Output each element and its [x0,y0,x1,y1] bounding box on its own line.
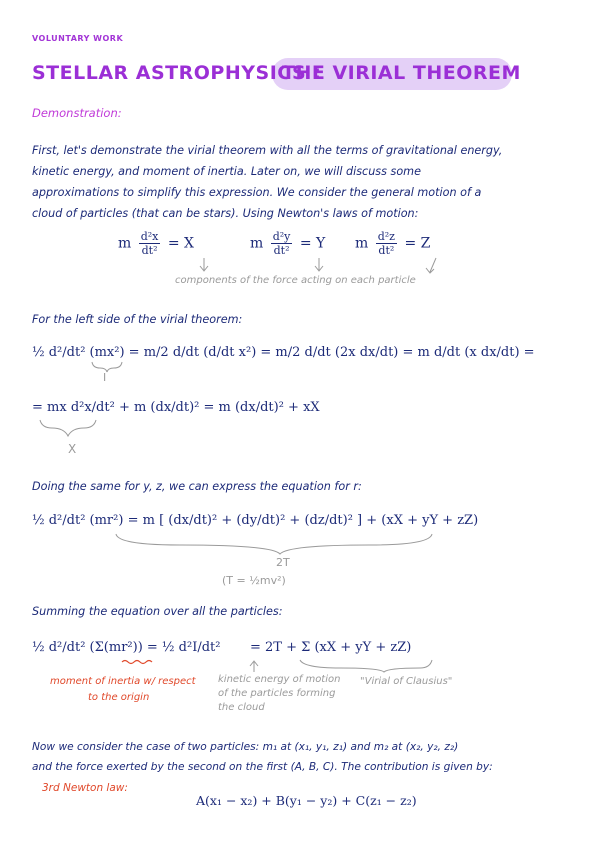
intro-line-1: First, let's demonstrate the virial theorem with all the terms of gravitational energy, [32,144,503,157]
components-note: components of the force acting on each particle [175,275,416,286]
newton-eq-x: m $\frac{\text{d²x}}{\text{dt²}}$ = X [118,230,194,257]
left-side-eq-1: ½ d²/dt² (mx²) = m/2 d/dt (d/dt x²) = m/2 d/dt (2x dx/dt) = m d/dt (x dx/dt) = [32,345,535,360]
moment-note-1: moment of inertia w/ respect [50,676,196,687]
two-particles-line-2: and the force exerted by the second on the first (A, B, C). The contribution is given by: [32,761,493,773]
sum-eq-rhs: = 2T + Σ (xX + yY + zZ) [250,640,412,655]
newton-eq-y: m $\frac{\text{d²y}}{\text{dt²}}$ = Y [250,230,326,257]
r-eq: ½ d²/dt² (mr²) = m [ (dx/dt)² + (dy/dt)² + (dz/dt)² ] + (xX + yY + zZ) [32,513,479,528]
sum-intro: Summing the equation over all the particles: [32,605,283,618]
third-newton-law: 3rd Newton law: [42,782,128,794]
contribution-eq: A(x₁ − x₂) + B(y₁ − y₂) + C(z₁ − z₂) [196,793,417,808]
t-definition: (T = ½mv²) [222,574,286,587]
newton-eq-z: m $\frac{\text{d²z}}{\text{dt²}}$ = Z [355,230,431,257]
left-side-intro: For the left side of the virial theorem: [32,313,243,326]
page-title: STELLAR ASTROPHYSICS : [32,62,322,84]
two-particles-line-1: Now we consider the case of two particles: m₁ at (x₁, y₁, z₁) and m₂ at (x₂, y₂, z₂) [32,741,459,753]
section-demonstration: Demonstration: [32,106,122,120]
sum-eq-lhs: ½ d²/dt² (Σ(mr²)) = ½ d²I/dt² [32,640,221,655]
two-t-label: 2T [276,556,290,569]
moment-note-2: to the origin [88,692,150,703]
virial-note: "Virial of Clausius" [360,676,453,687]
inertia-label: I [103,371,107,384]
intro-line-3: approximations to simplify this expression. We consider the general motion of a [32,186,482,199]
kinetic-note-1: kinetic energy of motion [218,674,341,685]
left-side-eq-2: = mx d²x/dt² + m (dx/dt)² = m (dx/dt)² + xX [32,400,320,415]
kinetic-note-3: the cloud [218,702,265,713]
r-eq-intro: Doing the same for y, z, we can express the equation for r: [32,480,362,493]
page-subtitle: THE VIRIAL THEOREM [282,62,521,84]
intro-line-4: cloud of particles (that can be stars). Using Newton's laws of motion: [32,207,419,220]
kinetic-note-2: of the particles forming [218,688,336,699]
intro-line-2: kinetic energy, and moment of inertia. Later on, we will discuss some [32,165,421,178]
force-x-label: X [68,442,77,456]
voluntary-work-tag: VOLUNTARY WORK [32,34,124,43]
